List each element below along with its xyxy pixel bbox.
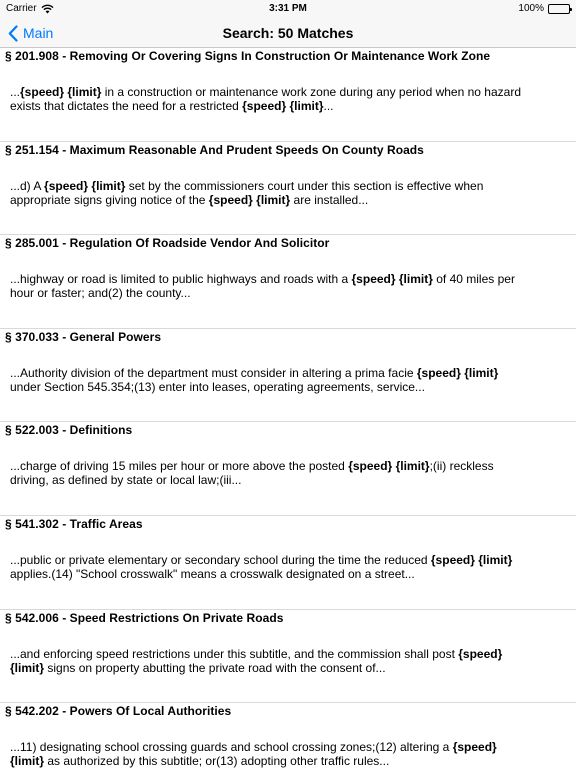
result-snippet: [10, 272, 558, 300]
page-title: Search: 50 Matches: [222, 25, 354, 41]
result-title: § 201.908 - Removing Or Covering Signs In Construction Or Maintenance Work Zone: [5, 49, 491, 63]
search-keyword: {limit}: [478, 552, 513, 567]
navigation-bar: [0, 18, 576, 48]
search-keyword: {speed}: [208, 192, 253, 207]
search-keyword: {speed}: [20, 85, 65, 99]
search-keyword: {limit}: [398, 272, 433, 287]
snippet-text: ...d) A: [10, 178, 45, 193]
list-item[interactable]: [0, 610, 576, 704]
snippet-text: in a construction or maintenance work zone during any period when no hazard exists that dictates the need for a restricted: [10, 85, 521, 113]
list-item[interactable]: [0, 703, 576, 768]
snippet-text: ...: [10, 85, 21, 99]
result-snippet: [10, 85, 558, 113]
list-item[interactable]: [0, 235, 576, 329]
search-keyword: {speed}: [351, 272, 396, 287]
list-item[interactable]: [0, 422, 576, 516]
search-keyword: {limit}: [10, 754, 45, 768]
search-keyword: {speed}: [44, 178, 89, 193]
battery-percent: 100%: [518, 3, 544, 14]
list-item[interactable]: [0, 329, 576, 423]
result-snippet: [10, 366, 558, 394]
results-list: [0, 48, 576, 768]
snippet-text: signs on property abutting the private road with the consent of...: [44, 660, 386, 675]
battery-icon: [548, 4, 570, 14]
search-keyword: {limit}: [395, 459, 430, 474]
search-keyword: {speed}: [348, 459, 393, 474]
search-keyword: {limit}: [464, 365, 499, 380]
search-keyword: {speed}: [242, 99, 287, 113]
snippet-text: are installed...: [290, 192, 369, 207]
snippet-text: ...and enforcing speed restrictions under this subtitle, and the commission shall post: [10, 646, 459, 661]
status-bar: [0, 0, 576, 18]
snippet-text: ...public or private elementary or secondary school during the time the reduced: [10, 552, 431, 567]
result-snippet: [10, 179, 558, 207]
list-item[interactable]: [0, 142, 576, 236]
snippet-text: of 40 miles per hour or faster; and(2) the county...: [10, 272, 515, 301]
result-title: § 541.302 - Traffic Areas: [5, 516, 143, 531]
list-item[interactable]: [0, 516, 576, 610]
search-keyword: {speed}: [416, 365, 461, 380]
snippet-text: as authorized by this subtitle; or(13) adopting other traffic rules...: [44, 754, 390, 768]
result-snippet: [10, 459, 558, 487]
result-title: § 370.033 - General Powers: [5, 329, 162, 344]
search-keyword: {speed}: [458, 646, 503, 661]
status-right: [518, 3, 570, 14]
search-keyword: {limit}: [67, 85, 102, 99]
snippet-text: set by the commissioners court under this section is effective when appropriate signs giving notice of the: [10, 178, 484, 207]
back-button-label: Main: [23, 25, 54, 41]
snippet-text: ...highway or road is limited to public highways and roads with a: [10, 272, 352, 287]
result-snippet: [10, 740, 558, 768]
result-snippet: [10, 553, 558, 581]
carrier-label: Carrier: [6, 3, 37, 14]
search-keyword: {speed}: [430, 552, 475, 567]
search-keyword: {limit}: [289, 99, 324, 113]
search-keyword: {limit}: [91, 178, 126, 193]
snippet-text: applies.(14) "School crosswalk" means a crosswalk designated on a street...: [10, 566, 415, 581]
snippet-text: ...Authority division of the department must consider in altering a prima facie: [10, 365, 417, 380]
snippet-text: ...: [323, 99, 334, 113]
snippet-text: ...11) designating school crossing guards and school crossing zones;(12) altering a: [10, 740, 453, 755]
result-title: § 542.202 - Powers Of Local Authorities: [5, 704, 232, 719]
search-keyword: {limit}: [256, 192, 291, 207]
snippet-text: ...charge of driving 15 miles per hour or more above the posted: [10, 459, 349, 474]
result-title: § 522.003 - Definitions: [5, 423, 133, 438]
search-keyword: {limit}: [10, 660, 45, 675]
result-title: § 251.154 - Maximum Reasonable And Prudent Speeds On County Roads: [5, 142, 424, 157]
result-title: § 542.006 - Speed Restrictions On Private Roads: [5, 610, 284, 625]
snippet-text: under Section 545.354;(13) enter into leases, operating agreements, service...: [10, 379, 425, 394]
result-title: § 285.001 - Regulation Of Roadside Vendor And Solicitor: [5, 236, 330, 251]
snippet-text: ;(ii) reckless driving, as defined by state or local law;(iii...: [10, 459, 494, 488]
list-item[interactable]: [0, 48, 576, 142]
result-snippet: [10, 647, 558, 675]
search-keyword: {speed}: [452, 740, 497, 755]
status-time: 3:31 PM: [269, 3, 307, 14]
